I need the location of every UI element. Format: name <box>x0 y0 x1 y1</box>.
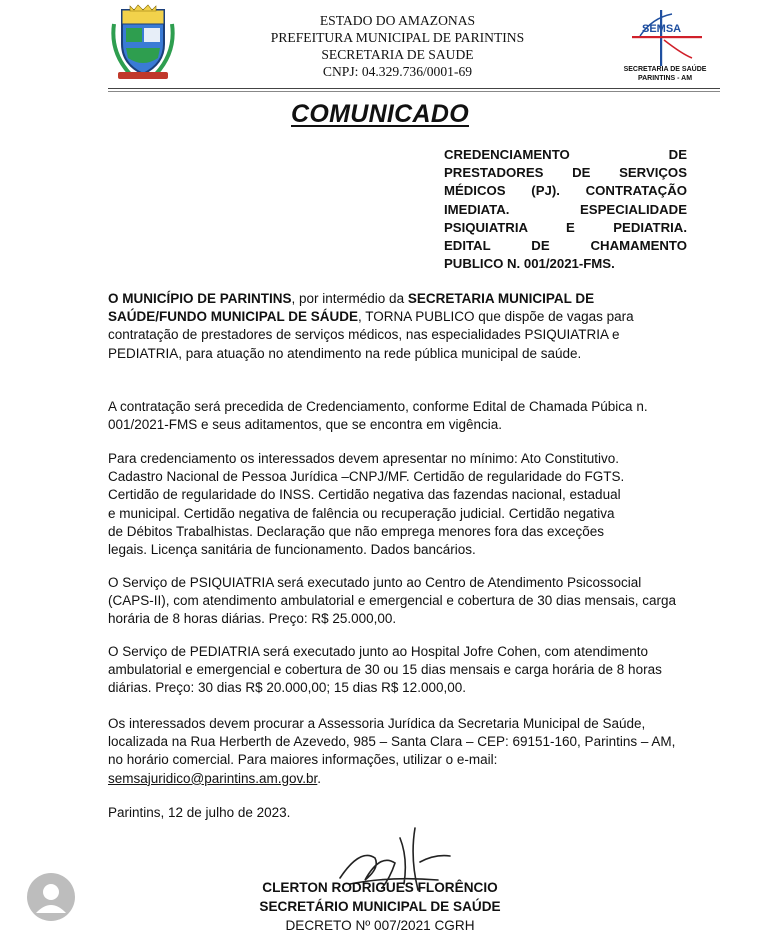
subject-block <box>444 146 687 273</box>
signatory-name: CLERTON RODRIGUES FLORÊNCIO <box>262 880 498 895</box>
semsa-logo-text: SEMSA <box>642 23 682 35</box>
contact-text: Os interessados devem procurar a Assessoria Jurídica da Secretaria Municipal de Saúde, localizada na Rua Herberth de Azevedo, 985 – Santa Clara – CEP: 69151-160, Parintins – AM, no horário comercial. Para maiores informações, utilizar o e-mail: <box>108 716 676 768</box>
signatory-block <box>0 878 760 935</box>
municipal-crest-icon <box>108 4 178 82</box>
municipality-name: O MUNICÍPIO DE PARINTINS <box>108 291 292 306</box>
signatory-decree: DECRETO Nº 007/2021 CGRH <box>285 918 475 933</box>
requirements-line: legais. Licença sanitária de funcionamento. Dados bancários. <box>108 542 476 558</box>
subject-line: EDITAL DE CHAMAMENTO <box>444 238 687 254</box>
requirements-line: Certidão de regularidade do INSS. Certidão negativa das fazendas nacional, estadual <box>108 487 621 503</box>
contact-end: . <box>317 770 322 786</box>
paragraph-accreditation: A contratação será precedida de Credenciamento, conforme Edital de Chamada Púbica n. 001/2021-FMS e seus aditamentos, que se encontra em vigência. <box>108 399 648 433</box>
secretariat-name: SECRETARIA MUNICIPAL DE SAÚDE/FUNDO MUNICIPAL DE SÁUDE <box>108 291 595 325</box>
paragraph-pediatrics: O Serviço de PEDIATRIA será executado junto ao Hospital Jofre Cohen, com atendimento ambulatorial e emergencial e cobertura de 30 ou 15 dias mensais e carga horária de 8 horas diárias. Preço: 30 dias R$ 20.000,00; 15 dias R$ 12.000,00. <box>108 644 662 696</box>
requirements-line: e municipal. Certidão negativa de falência ou recuperação judicial. Certidão negativa <box>108 505 615 521</box>
subject-line: CREDENCIAMENTO DE <box>444 147 687 162</box>
paragraph-contact <box>108 715 688 788</box>
requirements-line: de Débitos Trabalhistas. Declaração que não emprega menores fora das exceções <box>108 523 605 539</box>
avatar[interactable] <box>27 873 75 921</box>
subject-line: PSIQUIATRIA E PEDIATRIA. <box>444 219 687 235</box>
letterhead-text <box>265 12 530 80</box>
subject-line: PRESTADORES DE SERVIÇOS <box>444 165 687 181</box>
requirements-line: Cadastro Nacional de Pessoa Jurídica –CNPJ/MF. Certidão de regularidade do FGTS. <box>108 469 625 485</box>
signatory-role: SECRETÁRIO MUNICIPAL DE SAÚDE <box>259 899 501 914</box>
semsa-caption <box>600 65 730 83</box>
date-line: Parintins, 12 de julho de 2023. <box>108 805 291 820</box>
letterhead-state: ESTADO DO AMAZONAS <box>319 13 476 28</box>
paragraph-text: , por intermédio da <box>291 291 408 306</box>
header-divider-thin <box>108 91 720 92</box>
user-icon <box>27 873 75 921</box>
paragraph-announcement <box>108 290 688 363</box>
letterhead-cnpj: CNPJ: 04.329.736/0001-69 <box>322 64 473 79</box>
paragraph-psychiatry: O Serviço de PSIQUIATRIA será executado junto ao Centro de Atendimento Psicossocial (CAPS-II), com atendimento ambulatorial e emergencial e cobertura de 30 dias mensais, carga horária de 8 horas diárias. Preço: R$ 25.000,00. <box>108 575 677 627</box>
letterhead-secretariat: SECRETARIA DE SAUDE <box>321 47 474 62</box>
semsa-caption-line1: SECRETARIA DE SAÚDE <box>623 66 707 73</box>
semsa-caption-line2: PARINTINS - AM <box>637 75 693 82</box>
paragraph-text: , TORNA PUBLICO que dispõe de vagas para contratação de prestadores de serviços médicos, nas especialidades PSIQUIATRIA e PEDIATRIA, para atuação no atendimento na rede pública municipal de saúde. <box>108 309 634 361</box>
header-divider <box>108 88 720 89</box>
subject-line: MÉDICOS (PJ). CONTRATAÇÃO <box>444 183 687 199</box>
subject-line: IMEDIATA. ESPECIALIDADE <box>444 201 687 217</box>
letterhead-prefecture: PREFEITURA MUNICIPAL DE PARINTINS <box>270 30 525 45</box>
contact-email-link[interactable]: semsajuridico@parintins.am.gov.br <box>108 770 318 786</box>
document-title: COMUNICADO <box>291 100 469 128</box>
subject-line: PUBLICO N. 001/2021-FMS. <box>444 256 615 272</box>
requirements-line: Para credenciamento os interessados devem apresentar no mínimo: Ato Constitutivo. <box>108 451 620 466</box>
paragraph-requirements <box>108 450 688 559</box>
